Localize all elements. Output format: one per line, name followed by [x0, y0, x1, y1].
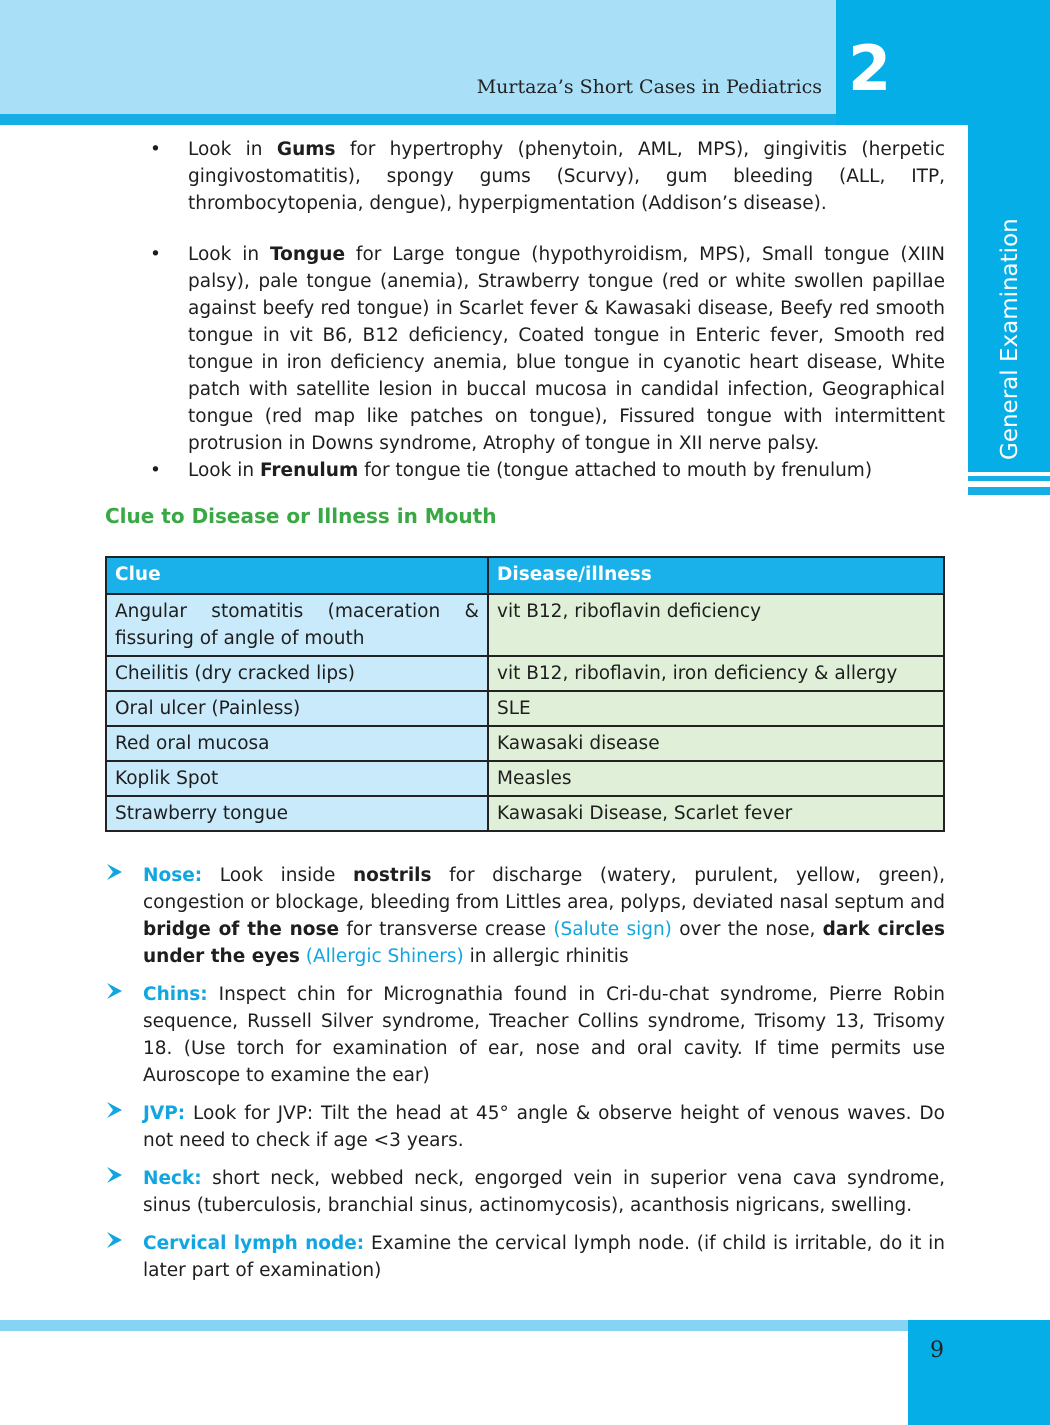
page-number-box	[908, 1320, 1050, 1425]
clue-table	[105, 556, 945, 832]
bullet-text: for hypertrophy (phenytoin, AML, MPS), gingivitis (herpetic gingivostomatitis), spongy gums (Scurvy), gum bleeding (ALL, ITP, thrombocytopenia, dengue), hyperpigmentation (Addison’s disease).	[188, 139, 946, 214]
clue-cell: Red oral mucosa	[106, 726, 488, 761]
clue-cell: Koplik Spot	[106, 761, 488, 796]
item-text: Look inside	[202, 865, 353, 886]
item-label: Nose:	[143, 865, 203, 886]
bullet-term: Tongue	[270, 244, 346, 265]
bullet-gums	[150, 136, 945, 217]
exam-item-list	[105, 862, 945, 1295]
clue-cell: Oral ulcer (Painless)	[106, 691, 488, 726]
disease-cell: SLE	[488, 691, 944, 726]
book-title: Murtaza’s Short Cases in Pediatrics	[476, 76, 822, 98]
item-bold: bridge of the nose	[143, 919, 340, 940]
bullet-dot: •	[150, 244, 161, 265]
item-text: Inspect chin for Micrognathia found in Cri-du-chat syndrome, Pierre Robin sequence, Russell Silver syndrome, Treacher Collins syndrome, Trisomy 13, Trisomy 18. (Use torch for examination of ear, nose and oral cavity. If time permits use Auroscope to examine the ear)	[143, 984, 945, 1086]
item-jvp	[105, 1100, 945, 1154]
bullet-frenulum	[150, 457, 945, 484]
table-row	[106, 761, 944, 796]
side-tab-rule	[968, 476, 1050, 481]
item-text: over the nose,	[671, 919, 823, 940]
bullet-lead: Look in	[188, 139, 277, 160]
item-text: Examine the cervical lymph node. (if child is irritable, do it in later part of examination)	[143, 1233, 945, 1281]
bullet-text: for tongue tie (tongue attached to mouth by frenulum)	[358, 460, 873, 481]
clue-cell: Cheilitis (dry cracked lips)	[106, 656, 488, 691]
item-neck	[105, 1165, 945, 1219]
bullet-dot: •	[150, 139, 161, 160]
item-text: in allergic rhinitis	[463, 946, 629, 967]
item-bold: nostrils	[352, 865, 432, 886]
bullet-lead: Look in	[188, 244, 271, 265]
chapter-number: 2	[848, 32, 892, 105]
item-label: JVP:	[143, 1103, 186, 1124]
bullet-list	[150, 136, 945, 484]
item-chins	[105, 981, 945, 1089]
item-highlight: (Allergic Shiners)	[305, 946, 464, 967]
bullet-term: Gums	[276, 139, 336, 160]
bullet-lead: Look in	[188, 460, 260, 481]
column-header-disease: Disease/illness	[488, 557, 944, 594]
table-row	[106, 691, 944, 726]
bullet-dot: •	[150, 460, 161, 481]
item-bold: dark circles under the eyes	[143, 919, 945, 967]
clue-cell: Angular stomatitis (maceration & fissuring of angle of mouth	[106, 594, 488, 656]
item-highlight: (Salute sign)	[553, 919, 672, 940]
table-row	[106, 796, 944, 831]
item-text: short neck, webbed neck, engorged vein in superior vena cava syndrome, sinus (tuberculosis, branchial sinus, actinomycosis), acanthosis nigricans, swelling.	[143, 1168, 945, 1216]
arrowhead-bullet-icon	[105, 1231, 123, 1249]
clue-cell: Strawberry tongue	[106, 796, 488, 831]
column-header-clue: Clue	[106, 557, 488, 594]
item-label: Chins:	[143, 984, 208, 1005]
item-label: Cervical lymph node:	[143, 1233, 365, 1254]
bullet-tongue	[150, 241, 945, 457]
arrowhead-bullet-icon	[105, 1101, 123, 1119]
item-nose	[105, 862, 945, 970]
arrowhead-bullet-icon	[105, 863, 123, 881]
page-number: 9	[930, 1338, 944, 1363]
item-cervical-lymph-node	[105, 1230, 945, 1284]
disease-cell: Kawasaki Disease, Scarlet fever	[488, 796, 944, 831]
table-row	[106, 726, 944, 761]
table-header-row	[106, 557, 944, 594]
item-label: Neck:	[143, 1168, 202, 1189]
section-heading: Clue to Disease or Illness in Mouth	[105, 504, 497, 528]
disease-cell: Kawasaki disease	[488, 726, 944, 761]
disease-cell: vit B12, riboflavin, iron deficiency & allergy	[488, 656, 944, 691]
arrowhead-bullet-icon	[105, 1166, 123, 1184]
table-row	[106, 594, 944, 656]
side-tab-rule	[968, 487, 1050, 495]
arrowhead-bullet-icon	[105, 982, 123, 1000]
disease-cell: vit B12, riboflavin deficiency	[488, 594, 944, 656]
bullet-text: for Large tongue (hypothyroidism, MPS), Small tongue (XIIN palsy), pale tongue (anemia), Strawberry tongue (red or white swollen papillae against beefy red tongue) in Scarlet fever & Kawasaki disease, Beefy red smooth tongue in vit B6, B12 deficiency, Coated tongue in Enteric fever, Smooth red tongue in iron deficiency anemia, blue tongue in cyanotic heart disease, White patch with satellite lesion in buccal mucosa in candidal infection, Geographical tongue (red map like patches on tongue), Fissured tongue with intermittent protrusion in Downs syndrome, Atrophy of tongue in XII nerve palsy.	[188, 244, 945, 454]
footer-rule	[0, 1320, 908, 1331]
item-text: Look for JVP: Tilt the head at 45° angle & observe height of venous waves. Do not need to check if age <3 years.	[143, 1103, 945, 1151]
item-text: for discharge (watery, purulent, yellow, green), congestion or blockage, bleeding from Littles area, polyps, deviated nasal septum and	[143, 865, 945, 913]
table-row	[106, 656, 944, 691]
disease-cell: Measles	[488, 761, 944, 796]
side-tab-label: General Examination	[997, 218, 1023, 460]
item-text: for transverse crease	[339, 919, 554, 940]
bullet-term: Frenulum	[259, 460, 359, 481]
